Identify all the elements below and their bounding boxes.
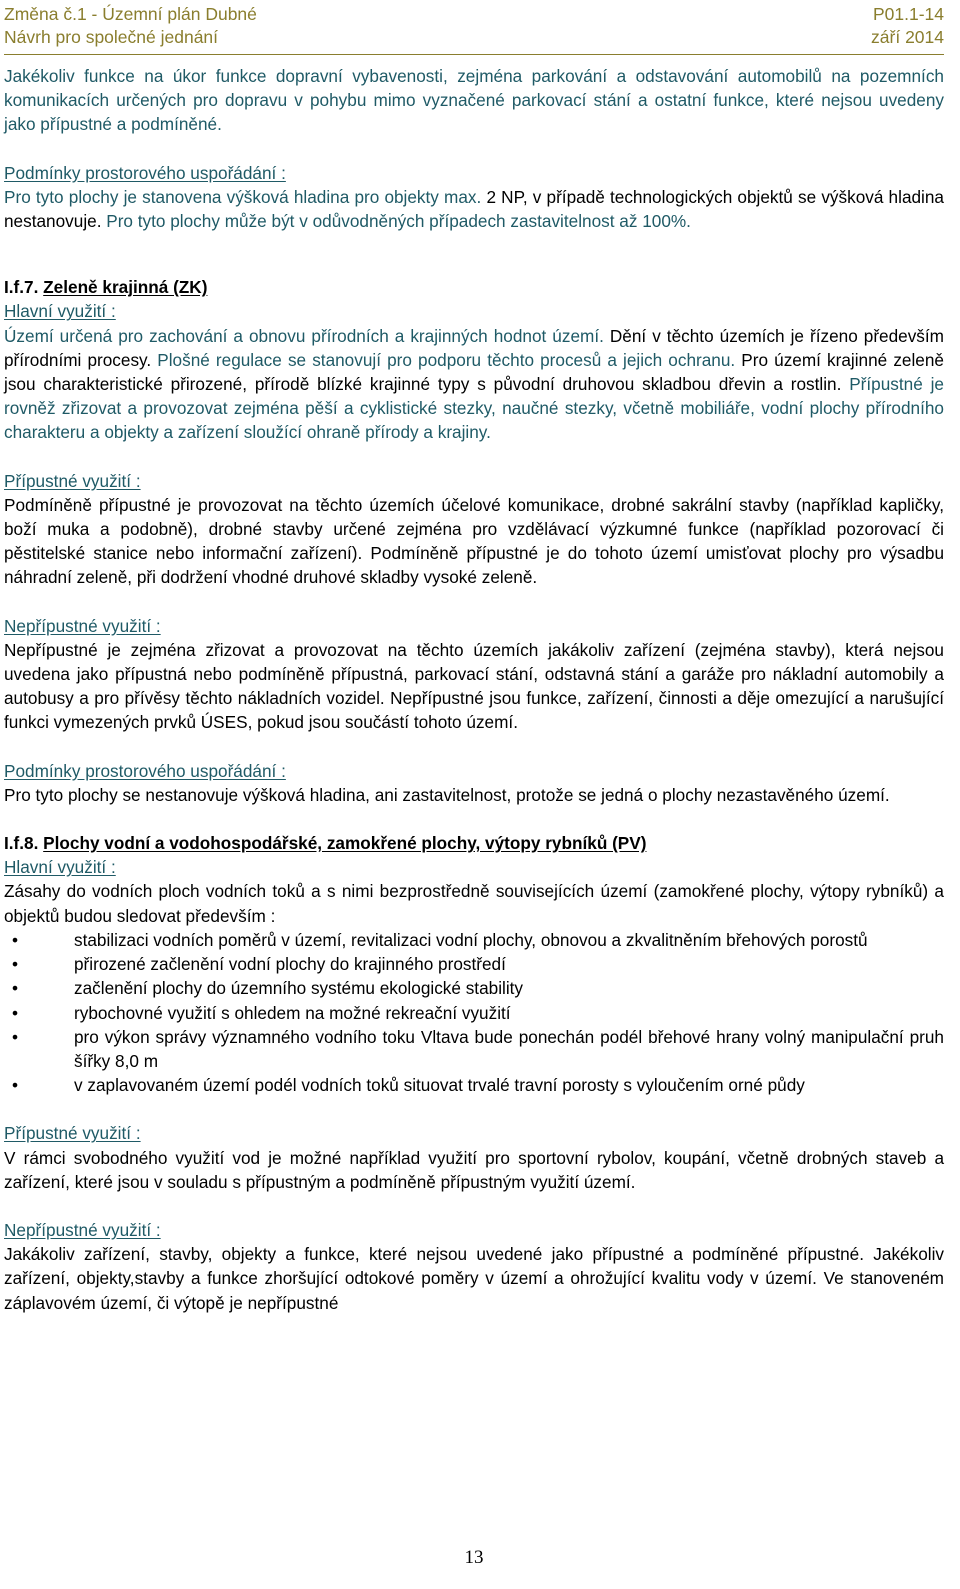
section-7-spatial-label: Podmínky prostorového uspořádání : [4, 760, 286, 781]
section-7-number: I.f.7. [4, 277, 39, 298]
bullet-icon: • [12, 929, 19, 950]
header-date: září 2014 [871, 27, 944, 47]
list-item-text: stabilizaci vodních poměrů v území, revitalizaci vodní plochy, obnovou a zkvalitněním břehových porostů [74, 929, 868, 950]
list-item-text: pro výkon správy významného vodního toku Vltava bude ponechán podél břehové hrany volný manipulační pruh šířky 8,0 m [74, 1026, 944, 1071]
intro-spatial-text-a: Pro tyto plochy je stanovena výšková hladina pro objekty max. [4, 186, 482, 207]
header-rule [4, 54, 944, 55]
list-item [4, 976, 944, 1000]
header-subtitle: Návrh pro společné jednání [4, 27, 219, 47]
section-8-bullet-list [4, 928, 944, 1097]
list-item [4, 1001, 944, 1025]
document-body [4, 64, 944, 1315]
section-7-forbidden-label: Nepřípustné využití : [4, 615, 161, 636]
section-7-forbidden-text: Nepřípustné je zejména zřizovat a provozovat na těchto územích jakákoliv zařízení (zejména stavby), která nejsou uvedena jako přípustná nebo podmíněně přípustná, parkovací stání, odstavná stání a garáže pro nákladní automobily a autobusy a pro přívěsy těchto nákladních vozidel. Nepřípustné jsou funkce, zařízení, činnosti a děje omezující a narušující funkci vymezených prvků ÚSES, pokud jsou součástí tohoto území. [4, 639, 944, 733]
list-item-text: v zaplavovaném území podél vodních toků situovat trvalé travní porosty s vyloučením orné půdy [74, 1075, 805, 1096]
bullet-icon: • [12, 1075, 19, 1096]
section-7-main-text [4, 324, 944, 445]
section-8-allowed-label: Přípustné využití : [4, 1123, 141, 1144]
section-8-main-label: Hlavní využití : [4, 857, 116, 878]
list-item-text: přirozené začlenění vodní plochy do krajinného prostředí [74, 954, 506, 975]
section-7-main-a: Území určená pro zachování a obnovu přírodních a krajinných hodnot území. [4, 325, 604, 346]
section-8-heading [4, 831, 944, 855]
bullet-icon: • [12, 1002, 19, 1023]
intro-spatial-text-b: 2 NP, v případě technologických objektů se výšková hladina nestanovuje. [4, 186, 944, 232]
bullet-icon: • [12, 978, 19, 999]
bullet-icon: • [12, 1026, 19, 1047]
document-page [4, 0, 944, 1589]
section-7-main-c: Plošné regulace se stanovují pro podporu těchto procesů a jejich ochranu. [151, 349, 736, 370]
intro-spatial-text [4, 185, 944, 233]
header-code: P01.1-14 [872, 4, 944, 24]
list-item-text: začlenění plochy do územního systému ekologické stability [74, 978, 524, 999]
page-header [4, 3, 944, 55]
list-item [4, 952, 944, 976]
section-7-main-d: Pro území krajinné zeleně jsou charakteristické přirozené, přírodě blízké krajinné typy s původní druhovou skladbou dřevin a rostlin. [4, 349, 944, 395]
header-left [4, 3, 257, 49]
section-7-main-b: Dění v těchto územích je řízeno především přírodními procesy. [4, 325, 944, 370]
section-7-main-label: Hlavní využití : [4, 301, 116, 322]
section-7-title: Zeleně krajinná (ZK) [43, 277, 208, 298]
intro-spatial-text-c: Pro tyto plochy může být v odůvodněných případech zastavitelnost až 100%. [101, 211, 691, 232]
section-8-main-text: Zásahy do vodních ploch vodních toků a s nimi bezprostředně souvisejících území (zamokřené plochy, výtopy rybníků) a objektů budou sledovat především : [4, 881, 944, 926]
section-8-forbidden-text: Jakákoliv zařízení, stavby, objekty a funkce, které nejsou uvedené jako přípustné a podmíněné přípustné. Jakékoliv zařízení, objekty,stavby a funkce zhoršující odtokové poměry v území a ohrožující kvalitu vody v území. Ve stanoveném záplavovém území, či výtopě je nepřípustné [4, 1244, 944, 1313]
section-7-allowed-text: Podmíněně přípustné je provozovat na těchto územích účelové komunikace, drobné sakrální stavby (například kapličky, boží muka a podobně), drobné stavby určené zejména pro vzdělávací výzkumné funkce (například pozorovací či pěstitelské stanice nebo informační zařízení). Podmíněně přípustné je do tohoto území umisťovat plochy pro výsadbu náhradní zeleně, při dodržení vhodné druhové skladby vysoké zeleně. [4, 494, 944, 588]
header-title: Změna č.1 - Územní plán Dubné [4, 4, 257, 24]
section-7-heading [4, 275, 944, 299]
bullet-icon: • [12, 954, 19, 975]
section-7-allowed-label: Přípustné využití : [4, 470, 141, 491]
section-7-main-e: Přípustné je rovněž zřizovat a provozovat zejména pěší a cyklistické stezky, naučné stezky, včetně mobiliáře, vodní plochy přírodního charakteru a objekty a zařízení sloužící ohraně přírody a krajiny. [4, 374, 944, 443]
section-8-allowed-text: V rámci svobodného využití vod je možné například využití pro sportovní rybolov, koupání, včetně drobných staveb a zařízení, které jsou v souladu s přípustným a podmíněně přípustným využití území. [4, 1147, 944, 1192]
list-item [4, 1025, 944, 1073]
header-right [871, 3, 944, 49]
list-item [4, 1073, 944, 1097]
section-8-forbidden-label: Nepřípustné využití : [4, 1219, 161, 1240]
intro-paragraph: Jakékoliv funkce na úkor funkce dopravní vybavenosti, zejména parkování a odstavování automobilů na pozemních komunikacích určených pro dopravu v pohybu mimo vyznačené parkovací stání a ostatní funkce, které nejsou uvedeny jako přípustné a podmíněné. [4, 66, 944, 135]
section-7-spatial-text: Pro tyto plochy se nestanovuje výšková hladina, ani zastavitelnost, protože se jedná o plochy nezastavěného území. [4, 784, 890, 805]
section-8-title: Plochy vodní a vodohospodářské, zamokřené plochy, výtopy rybníků (PV) [43, 833, 647, 854]
section-8-number: I.f.8. [4, 833, 39, 854]
page-number: 13 [464, 1547, 484, 1568]
list-item [4, 928, 944, 952]
list-item-text: rybochovné využití s ohledem na možné rekreační využití [74, 1002, 511, 1023]
intro-spatial-label: Podmínky prostorového uspořádání : [4, 162, 286, 183]
